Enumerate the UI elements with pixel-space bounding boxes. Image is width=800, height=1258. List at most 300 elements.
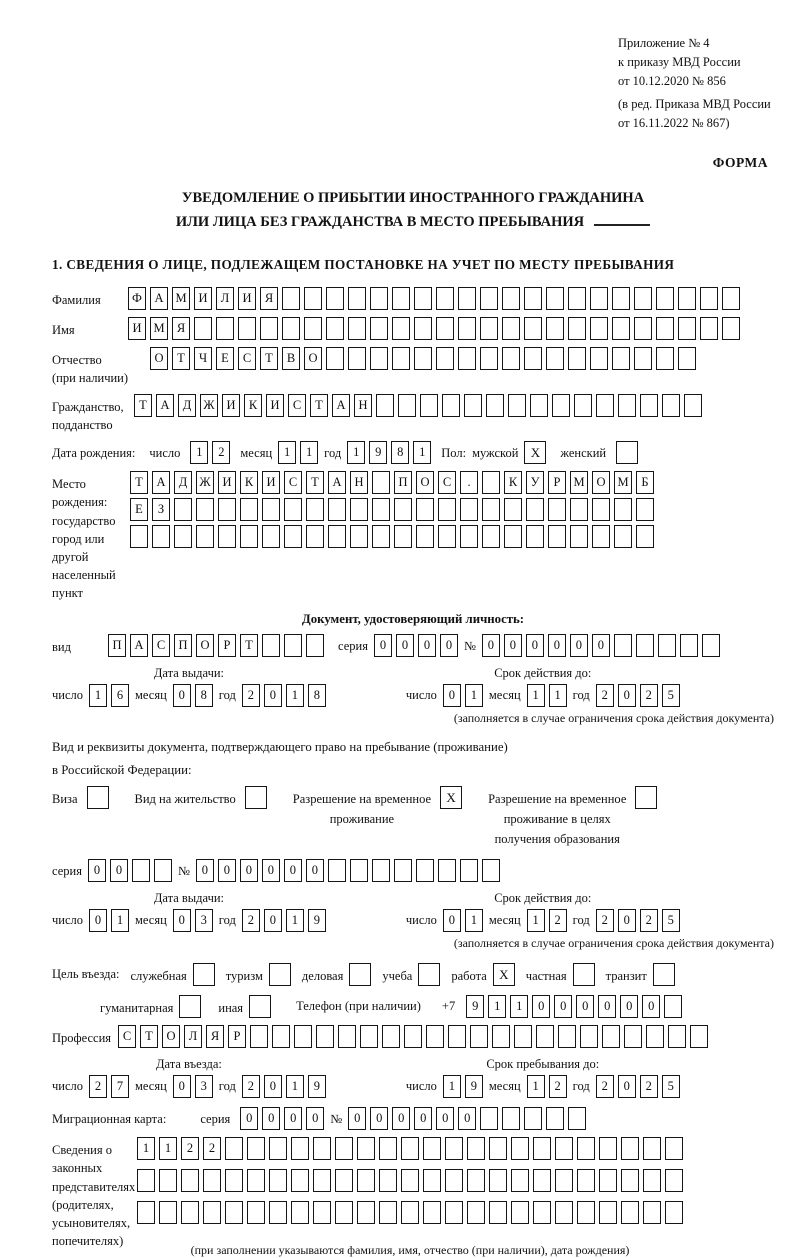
purpose-other-checkbox[interactable] xyxy=(249,995,271,1018)
char-cell[interactable] xyxy=(470,1025,488,1048)
visa-checkbox[interactable] xyxy=(87,786,109,809)
char-cell[interactable] xyxy=(621,1201,639,1224)
char-cell[interactable] xyxy=(382,1025,400,1048)
temp-residence-checkbox[interactable]: X xyxy=(440,786,462,809)
char-cell[interactable]: М xyxy=(150,317,168,340)
char-cell[interactable]: 1 xyxy=(527,1075,545,1098)
char-cell[interactable] xyxy=(445,1137,463,1160)
char-cell[interactable]: О xyxy=(162,1025,180,1048)
char-cell[interactable]: П xyxy=(108,634,126,657)
char-cell[interactable]: И xyxy=(266,394,284,417)
char-cell[interactable] xyxy=(414,347,432,370)
char-cell[interactable]: Т xyxy=(240,634,258,657)
char-cell[interactable]: 9 xyxy=(369,441,387,464)
char-cell[interactable] xyxy=(577,1169,595,1192)
char-cell[interactable]: 2 xyxy=(640,909,658,932)
char-cell[interactable]: 1 xyxy=(300,441,318,464)
char-cell[interactable]: И xyxy=(238,287,256,310)
char-cell[interactable] xyxy=(460,498,478,521)
char-cell[interactable] xyxy=(511,1169,529,1192)
char-cell[interactable] xyxy=(328,498,346,521)
char-cell[interactable] xyxy=(486,394,504,417)
char-cell[interactable]: 2 xyxy=(640,684,658,707)
char-cell[interactable]: 0 xyxy=(218,859,236,882)
char-cell[interactable] xyxy=(272,1025,290,1048)
char-cell[interactable] xyxy=(658,634,676,657)
char-cell[interactable]: О xyxy=(592,471,610,494)
char-cell[interactable] xyxy=(225,1201,243,1224)
char-cell[interactable]: 3 xyxy=(195,909,213,932)
char-cell[interactable] xyxy=(580,1025,598,1048)
char-cell[interactable]: 0 xyxy=(374,634,392,657)
char-cell[interactable]: К xyxy=(504,471,522,494)
char-cell[interactable] xyxy=(306,634,324,657)
char-cell[interactable]: 0 xyxy=(526,634,544,657)
purpose-transit-checkbox[interactable] xyxy=(653,963,675,986)
char-cell[interactable] xyxy=(634,287,652,310)
char-cell[interactable]: 0 xyxy=(570,634,588,657)
char-cell[interactable]: 0 xyxy=(173,909,191,932)
char-cell[interactable]: 1 xyxy=(111,909,129,932)
char-cell[interactable] xyxy=(482,471,500,494)
char-cell[interactable] xyxy=(684,394,702,417)
char-cell[interactable] xyxy=(555,1169,573,1192)
char-cell[interactable]: 2 xyxy=(181,1137,199,1160)
char-cell[interactable] xyxy=(599,1137,617,1160)
char-cell[interactable]: 0 xyxy=(392,1107,410,1130)
char-cell[interactable] xyxy=(656,287,674,310)
char-cell[interactable] xyxy=(548,498,566,521)
char-cell[interactable] xyxy=(423,1137,441,1160)
char-cell[interactable] xyxy=(460,859,478,882)
char-cell[interactable] xyxy=(614,525,632,548)
char-cell[interactable]: 2 xyxy=(212,441,230,464)
char-cell[interactable] xyxy=(328,525,346,548)
char-cell[interactable] xyxy=(614,634,632,657)
char-cell[interactable] xyxy=(438,498,456,521)
char-cell[interactable] xyxy=(174,525,192,548)
char-cell[interactable] xyxy=(596,394,614,417)
char-cell[interactable]: П xyxy=(394,471,412,494)
char-cell[interactable] xyxy=(467,1169,485,1192)
char-cell[interactable] xyxy=(524,287,542,310)
char-cell[interactable] xyxy=(392,347,410,370)
char-cell[interactable] xyxy=(338,1025,356,1048)
char-cell[interactable] xyxy=(530,394,548,417)
char-cell[interactable] xyxy=(426,1025,444,1048)
char-cell[interactable]: С xyxy=(284,471,302,494)
char-cell[interactable] xyxy=(678,317,696,340)
char-cell[interactable]: 0 xyxy=(598,995,616,1018)
char-cell[interactable] xyxy=(291,1137,309,1160)
char-cell[interactable] xyxy=(247,1201,265,1224)
char-cell[interactable] xyxy=(624,1025,642,1048)
char-cell[interactable] xyxy=(137,1169,155,1192)
char-cell[interactable] xyxy=(665,1201,683,1224)
char-cell[interactable] xyxy=(621,1169,639,1192)
char-cell[interactable] xyxy=(394,859,412,882)
char-cell[interactable] xyxy=(552,394,570,417)
char-cell[interactable] xyxy=(291,1201,309,1224)
char-cell[interactable]: О xyxy=(304,347,322,370)
purpose-business-checkbox[interactable] xyxy=(349,963,371,986)
char-cell[interactable]: 0 xyxy=(618,1075,636,1098)
char-cell[interactable]: 2 xyxy=(242,909,260,932)
char-cell[interactable] xyxy=(218,498,236,521)
char-cell[interactable] xyxy=(526,498,544,521)
char-cell[interactable]: 0 xyxy=(306,1107,324,1130)
char-cell[interactable] xyxy=(203,1169,221,1192)
char-cell[interactable]: 5 xyxy=(662,684,680,707)
char-cell[interactable] xyxy=(546,317,564,340)
char-cell[interactable] xyxy=(357,1169,375,1192)
char-cell[interactable] xyxy=(423,1169,441,1192)
char-cell[interactable] xyxy=(291,1169,309,1192)
char-cell[interactable] xyxy=(480,317,498,340)
char-cell[interactable] xyxy=(416,525,434,548)
char-cell[interactable] xyxy=(247,1169,265,1192)
char-cell[interactable] xyxy=(304,287,322,310)
char-cell[interactable] xyxy=(568,317,586,340)
char-cell[interactable] xyxy=(636,634,654,657)
char-cell[interactable] xyxy=(577,1201,595,1224)
char-cell[interactable] xyxy=(504,498,522,521)
char-cell[interactable]: 0 xyxy=(284,1107,302,1130)
char-cell[interactable]: Т xyxy=(260,347,278,370)
char-cell[interactable] xyxy=(568,1107,586,1130)
char-cell[interactable] xyxy=(555,1137,573,1160)
char-cell[interactable]: 0 xyxy=(443,684,461,707)
char-cell[interactable]: Д xyxy=(178,394,196,417)
char-cell[interactable]: Т xyxy=(130,471,148,494)
char-cell[interactable]: Л xyxy=(184,1025,202,1048)
char-cell[interactable] xyxy=(722,287,740,310)
char-cell[interactable] xyxy=(284,634,302,657)
char-cell[interactable]: Ф xyxy=(128,287,146,310)
char-cell[interactable]: 8 xyxy=(308,684,326,707)
char-cell[interactable]: 1 xyxy=(527,909,545,932)
char-cell[interactable]: 8 xyxy=(195,684,213,707)
char-cell[interactable] xyxy=(489,1169,507,1192)
char-cell[interactable] xyxy=(634,347,652,370)
char-cell[interactable]: Я xyxy=(260,287,278,310)
char-cell[interactable]: 0 xyxy=(173,1075,191,1098)
char-cell[interactable]: Ж xyxy=(196,471,214,494)
char-cell[interactable]: 1 xyxy=(286,1075,304,1098)
char-cell[interactable]: 0 xyxy=(436,1107,454,1130)
char-cell[interactable]: 2 xyxy=(640,1075,658,1098)
char-cell[interactable] xyxy=(360,1025,378,1048)
char-cell[interactable]: 0 xyxy=(89,909,107,932)
char-cell[interactable] xyxy=(392,317,410,340)
char-cell[interactable]: 2 xyxy=(549,909,567,932)
char-cell[interactable] xyxy=(508,394,526,417)
char-cell[interactable] xyxy=(618,394,636,417)
char-cell[interactable] xyxy=(423,1201,441,1224)
char-cell[interactable]: 9 xyxy=(466,995,484,1018)
char-cell[interactable] xyxy=(668,1025,686,1048)
char-cell[interactable] xyxy=(570,525,588,548)
char-cell[interactable] xyxy=(269,1201,287,1224)
char-cell[interactable] xyxy=(420,394,438,417)
char-cell[interactable] xyxy=(401,1201,419,1224)
char-cell[interactable]: 0 xyxy=(418,634,436,657)
char-cell[interactable] xyxy=(350,498,368,521)
char-cell[interactable] xyxy=(313,1201,331,1224)
char-cell[interactable] xyxy=(238,317,256,340)
char-cell[interactable]: Т xyxy=(140,1025,158,1048)
char-cell[interactable] xyxy=(152,525,170,548)
char-cell[interactable]: А xyxy=(332,394,350,417)
char-cell[interactable]: 0 xyxy=(88,859,106,882)
char-cell[interactable] xyxy=(700,317,718,340)
char-cell[interactable]: Я xyxy=(206,1025,224,1048)
char-cell[interactable] xyxy=(680,634,698,657)
char-cell[interactable]: Т xyxy=(306,471,324,494)
char-cell[interactable]: И xyxy=(194,287,212,310)
char-cell[interactable] xyxy=(262,498,280,521)
char-cell[interactable]: 0 xyxy=(618,909,636,932)
char-cell[interactable]: О xyxy=(150,347,168,370)
char-cell[interactable] xyxy=(350,525,368,548)
char-cell[interactable]: 0 xyxy=(396,634,414,657)
char-cell[interactable] xyxy=(225,1169,243,1192)
char-cell[interactable]: 9 xyxy=(308,1075,326,1098)
char-cell[interactable] xyxy=(445,1201,463,1224)
char-cell[interactable] xyxy=(154,859,172,882)
char-cell[interactable] xyxy=(225,1137,243,1160)
char-cell[interactable] xyxy=(181,1201,199,1224)
char-cell[interactable]: 0 xyxy=(592,634,610,657)
char-cell[interactable] xyxy=(640,394,658,417)
char-cell[interactable]: 2 xyxy=(89,1075,107,1098)
char-cell[interactable] xyxy=(348,317,366,340)
char-cell[interactable] xyxy=(394,498,412,521)
char-cell[interactable] xyxy=(514,1025,532,1048)
char-cell[interactable] xyxy=(458,317,476,340)
char-cell[interactable] xyxy=(350,859,368,882)
char-cell[interactable] xyxy=(460,525,478,548)
char-cell[interactable] xyxy=(614,498,632,521)
char-cell[interactable] xyxy=(372,859,390,882)
char-cell[interactable]: 0 xyxy=(620,995,638,1018)
char-cell[interactable]: С xyxy=(118,1025,136,1048)
char-cell[interactable] xyxy=(137,1201,155,1224)
char-cell[interactable] xyxy=(558,1025,576,1048)
char-cell[interactable]: 1 xyxy=(443,1075,461,1098)
char-cell[interactable] xyxy=(555,1201,573,1224)
char-cell[interactable]: 0 xyxy=(576,995,594,1018)
char-cell[interactable] xyxy=(240,498,258,521)
char-cell[interactable]: Р xyxy=(548,471,566,494)
char-cell[interactable] xyxy=(326,287,344,310)
char-cell[interactable]: 1 xyxy=(286,909,304,932)
char-cell[interactable]: 8 xyxy=(391,441,409,464)
char-cell[interactable] xyxy=(656,347,674,370)
char-cell[interactable]: 0 xyxy=(532,995,550,1018)
char-cell[interactable]: 1 xyxy=(347,441,365,464)
char-cell[interactable] xyxy=(436,347,454,370)
char-cell[interactable]: 0 xyxy=(240,1107,258,1130)
char-cell[interactable] xyxy=(480,1107,498,1130)
char-cell[interactable] xyxy=(612,317,630,340)
temp-residence-education-checkbox[interactable] xyxy=(635,786,657,809)
char-cell[interactable] xyxy=(316,1025,334,1048)
char-cell[interactable]: 1 xyxy=(465,909,483,932)
char-cell[interactable]: М xyxy=(172,287,190,310)
char-cell[interactable]: 0 xyxy=(618,684,636,707)
char-cell[interactable]: 2 xyxy=(203,1137,221,1160)
char-cell[interactable] xyxy=(372,498,390,521)
char-cell[interactable] xyxy=(335,1137,353,1160)
char-cell[interactable] xyxy=(304,317,322,340)
char-cell[interactable]: 1 xyxy=(159,1137,177,1160)
char-cell[interactable]: 0 xyxy=(240,859,258,882)
char-cell[interactable] xyxy=(379,1201,397,1224)
char-cell[interactable]: 0 xyxy=(110,859,128,882)
char-cell[interactable] xyxy=(313,1169,331,1192)
char-cell[interactable]: 0 xyxy=(554,995,572,1018)
char-cell[interactable]: 2 xyxy=(242,684,260,707)
char-cell[interactable]: Р xyxy=(218,634,236,657)
char-cell[interactable] xyxy=(592,525,610,548)
char-cell[interactable] xyxy=(548,525,566,548)
char-cell[interactable] xyxy=(379,1137,397,1160)
char-cell[interactable] xyxy=(636,498,654,521)
char-cell[interactable] xyxy=(643,1137,661,1160)
char-cell[interactable]: 0 xyxy=(284,859,302,882)
char-cell[interactable]: 0 xyxy=(414,1107,432,1130)
char-cell[interactable]: И xyxy=(218,471,236,494)
char-cell[interactable] xyxy=(216,317,234,340)
char-cell[interactable]: 0 xyxy=(482,634,500,657)
char-cell[interactable]: 1 xyxy=(465,684,483,707)
char-cell[interactable]: 0 xyxy=(370,1107,388,1130)
char-cell[interactable] xyxy=(284,525,302,548)
char-cell[interactable] xyxy=(482,525,500,548)
char-cell[interactable]: 0 xyxy=(262,859,280,882)
char-cell[interactable] xyxy=(502,1107,520,1130)
char-cell[interactable] xyxy=(379,1169,397,1192)
char-cell[interactable]: А xyxy=(156,394,174,417)
char-cell[interactable]: И xyxy=(222,394,240,417)
char-cell[interactable]: Б xyxy=(636,471,654,494)
char-cell[interactable]: 1 xyxy=(278,441,296,464)
char-cell[interactable] xyxy=(438,859,456,882)
char-cell[interactable] xyxy=(482,859,500,882)
char-cell[interactable]: 6 xyxy=(111,684,129,707)
char-cell[interactable] xyxy=(436,317,454,340)
char-cell[interactable] xyxy=(376,394,394,417)
char-cell[interactable] xyxy=(467,1201,485,1224)
char-cell[interactable] xyxy=(678,287,696,310)
residence-permit-checkbox[interactable] xyxy=(245,786,267,809)
purpose-private-checkbox[interactable] xyxy=(573,963,595,986)
char-cell[interactable] xyxy=(174,498,192,521)
char-cell[interactable]: 0 xyxy=(348,1107,366,1130)
char-cell[interactable] xyxy=(436,287,454,310)
char-cell[interactable] xyxy=(590,287,608,310)
char-cell[interactable] xyxy=(690,1025,708,1048)
char-cell[interactable] xyxy=(464,394,482,417)
char-cell[interactable] xyxy=(536,1025,554,1048)
char-cell[interactable]: К xyxy=(244,394,262,417)
char-cell[interactable] xyxy=(511,1137,529,1160)
char-cell[interactable] xyxy=(662,394,680,417)
char-cell[interactable]: Е xyxy=(130,498,148,521)
char-cell[interactable]: 2 xyxy=(242,1075,260,1098)
char-cell[interactable] xyxy=(646,1025,664,1048)
char-cell[interactable] xyxy=(634,317,652,340)
char-cell[interactable] xyxy=(621,1137,639,1160)
char-cell[interactable] xyxy=(132,859,150,882)
char-cell[interactable] xyxy=(372,471,390,494)
char-cell[interactable] xyxy=(489,1137,507,1160)
char-cell[interactable]: Р xyxy=(228,1025,246,1048)
char-cell[interactable]: В xyxy=(282,347,300,370)
char-cell[interactable]: С xyxy=(238,347,256,370)
char-cell[interactable]: И xyxy=(262,471,280,494)
char-cell[interactable]: 1 xyxy=(137,1137,155,1160)
char-cell[interactable] xyxy=(398,394,416,417)
char-cell[interactable]: Т xyxy=(134,394,152,417)
char-cell[interactable] xyxy=(533,1169,551,1192)
char-cell[interactable] xyxy=(502,347,520,370)
char-cell[interactable]: 0 xyxy=(173,684,191,707)
char-cell[interactable]: М xyxy=(614,471,632,494)
char-cell[interactable] xyxy=(262,634,280,657)
char-cell[interactable] xyxy=(526,525,544,548)
char-cell[interactable]: О xyxy=(196,634,214,657)
char-cell[interactable] xyxy=(416,859,434,882)
char-cell[interactable] xyxy=(568,287,586,310)
char-cell[interactable]: 2 xyxy=(596,1075,614,1098)
sex-female-checkbox[interactable] xyxy=(616,441,638,464)
char-cell[interactable] xyxy=(533,1201,551,1224)
char-cell[interactable] xyxy=(218,525,236,548)
char-cell[interactable] xyxy=(401,1169,419,1192)
char-cell[interactable] xyxy=(328,859,346,882)
char-cell[interactable]: . xyxy=(460,471,478,494)
purpose-official-checkbox[interactable] xyxy=(193,963,215,986)
char-cell[interactable]: А xyxy=(328,471,346,494)
char-cell[interactable]: 5 xyxy=(662,909,680,932)
char-cell[interactable] xyxy=(414,287,432,310)
char-cell[interactable] xyxy=(511,1201,529,1224)
char-cell[interactable] xyxy=(203,1201,221,1224)
char-cell[interactable]: 0 xyxy=(264,684,282,707)
char-cell[interactable]: 0 xyxy=(548,634,566,657)
char-cell[interactable] xyxy=(196,498,214,521)
char-cell[interactable] xyxy=(524,317,542,340)
char-cell[interactable]: 7 xyxy=(111,1075,129,1098)
char-cell[interactable] xyxy=(502,287,520,310)
char-cell[interactable] xyxy=(159,1201,177,1224)
char-cell[interactable] xyxy=(284,498,302,521)
char-cell[interactable]: С xyxy=(152,634,170,657)
char-cell[interactable]: П xyxy=(174,634,192,657)
char-cell[interactable] xyxy=(269,1137,287,1160)
char-cell[interactable]: 9 xyxy=(308,909,326,932)
char-cell[interactable] xyxy=(636,525,654,548)
char-cell[interactable] xyxy=(546,347,564,370)
char-cell[interactable] xyxy=(482,498,500,521)
char-cell[interactable] xyxy=(592,498,610,521)
char-cell[interactable]: С xyxy=(288,394,306,417)
char-cell[interactable]: М xyxy=(570,471,588,494)
char-cell[interactable] xyxy=(392,287,410,310)
char-cell[interactable] xyxy=(458,347,476,370)
